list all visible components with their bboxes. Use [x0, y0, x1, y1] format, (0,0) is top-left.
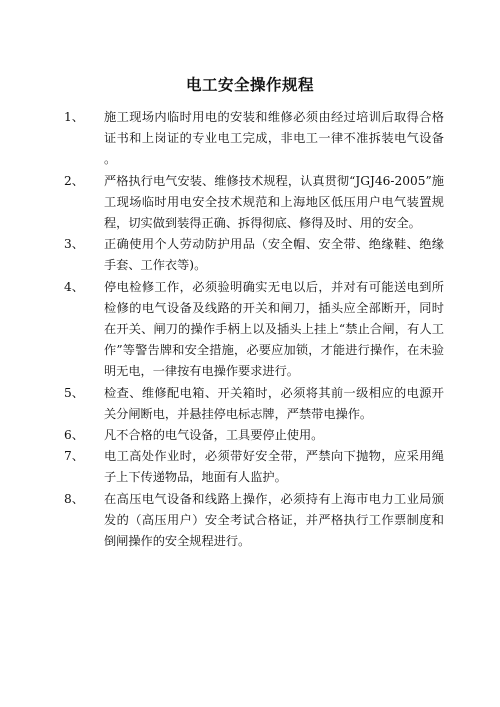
- item-number: 7、: [64, 449, 84, 464]
- item-number: 5、: [64, 385, 84, 400]
- item-number: 4、: [64, 279, 84, 294]
- list-item: [64, 234, 444, 276]
- list-item: [64, 383, 444, 425]
- document-title: 电工安全操作规程: [185, 75, 314, 94]
- list-item: [64, 446, 444, 488]
- list-item: [64, 277, 444, 383]
- item-number: 1、: [64, 110, 84, 124]
- list-item: [64, 489, 444, 553]
- list-item: [64, 107, 444, 171]
- item-text: 停电检修工作，必须验明确实无电以后，并对有可能送电到所检修的电气设备及线路的开关和闸刀，插头应全部断开，同时在开关、闸刀的操作手柄上以及插头上挂上“禁止合闸，有人工作”等警告牌和安全措施，必要应加锁，才能进行操作，在未验明无电，一律按有电操作要求进行。: [104, 279, 444, 379]
- list-item: [64, 425, 444, 446]
- item-number: 3、: [64, 237, 84, 252]
- item-text: 检查、维修配电箱、开关箱时，必须将其前一级相应的电源开关分闸断电，并悬挂停电标志牌，严禁带电操作。: [104, 385, 444, 421]
- item-text: 在高压电气设备和线路上操作，必须持有上海市电力工业局颁发的（高压用户）安全考试合格证，并严格执行工作票制度和倒闸操作的安全规程进行。: [104, 491, 444, 549]
- item-text: 电工高处作业时，必须带好安全带，严禁向下抛物，应采用绳子上下传递物品，地面有人监护。: [104, 449, 444, 485]
- item-text: 施工现场内临时用电的安装和维修必须由经过培训后取得合格证书和上岗证的专业电工完成，非电工一律不准拆装电气设备。: [104, 110, 444, 167]
- item-number: 2、: [64, 173, 84, 188]
- item-number: 6、: [64, 428, 84, 443]
- item-number: 8、: [64, 491, 84, 506]
- item-text: 正确使用个人劳动防护用品（安全帽、安全带、绝缘鞋、绝缘手套、工作衣等)。: [104, 237, 444, 273]
- item-text: 凡不合格的电气设备，工具要停止使用。: [104, 428, 324, 443]
- item-text: 严格执行电气安装、维修技术规程，认真贯彻“JGJ46-2005”施工现场临时用电安全技术规范和上海地区低压用户电气装置规程，切实做到装得正确、拆得彻底、修得及时、用的安全。: [104, 173, 444, 231]
- rules-list: [64, 107, 444, 552]
- list-item: [64, 171, 444, 235]
